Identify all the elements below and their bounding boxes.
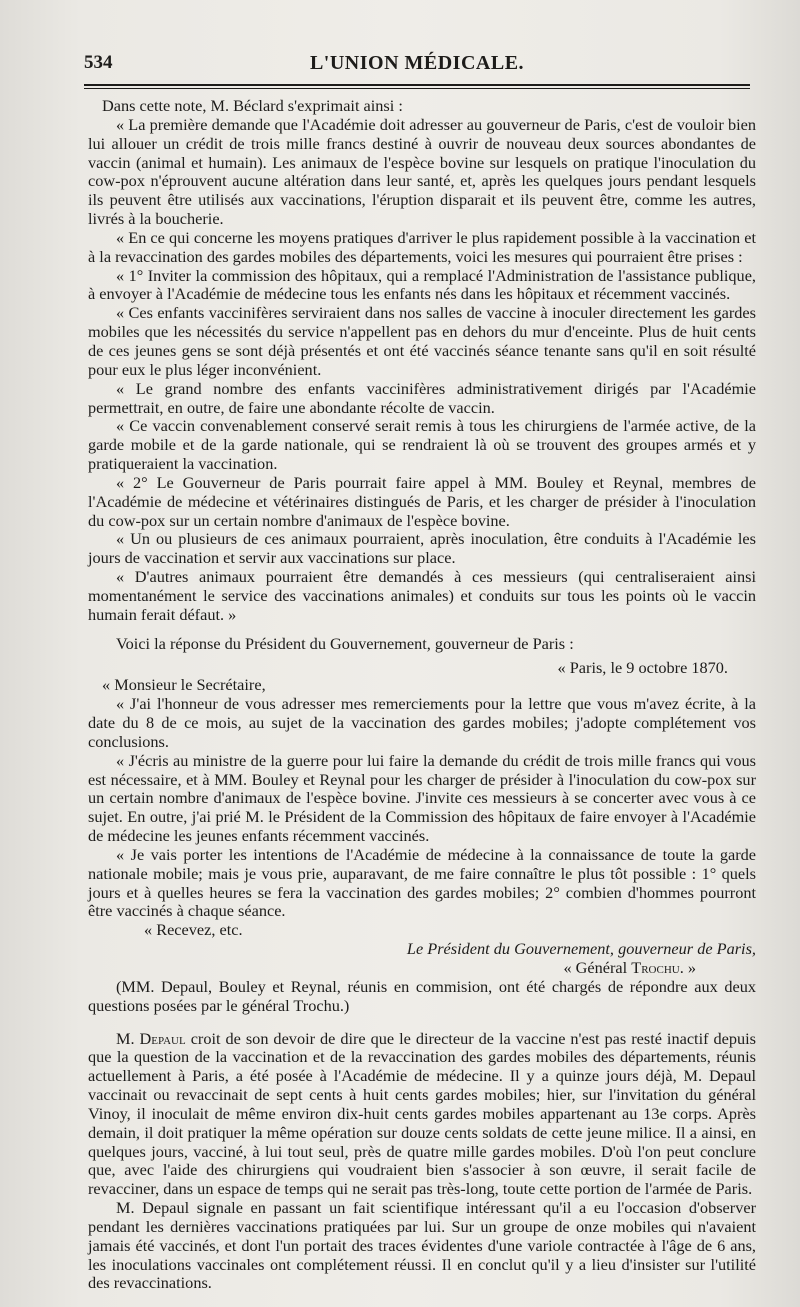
paragraph: « Un ou plusieurs de ces animaux pourraient, après inoculation, être conduits à l'Académie les jours de vaccination et servir aux vaccinations sur place. <box>88 529 756 568</box>
speaker-name: M. Depaul <box>116 1028 186 1048</box>
paragraph: Voici la réponse du Président du Gouvernement, gouverneur de Paris : <box>116 633 574 653</box>
signature-surname: Trochu <box>631 957 680 977</box>
paragraph: « J'ai l'honneur de vous adresser mes remerciements pour la lettre que vous m'avez écrite, à la date du 8 de ce mois, au sujet de la vaccination des gardes mobiles; j'adopte complétement vos conclusions. <box>88 694 756 751</box>
article-body <box>88 97 756 1293</box>
paragraph: (MM. Depaul, Bouley et Reynal, réunis en commision, ont été chargés de répondre aux deux questions posées par le général Trochu.) <box>88 976 756 1015</box>
paragraph: « En ce qui concerne les moyens pratiques d'arriver le plus rapidement possible à la vaccination et à la revaccination des gardes mobiles des départements, voici les mesures qui pourraient être prises : <box>88 227 756 266</box>
paragraph: Dans cette note, M. Béclard s'exprimait ainsi : <box>102 96 403 115</box>
running-header <box>84 48 750 80</box>
header-rule-thin <box>84 88 750 89</box>
signature-name: « Général Trochu. » <box>563 957 696 977</box>
paragraph: « Je vais porter les intentions de l'Académie de médecine à la connaissance de toute la garde nationale mobile; mais je vous prie, auparavant, de me faire connaître le plus tôt possible : 1° quels jours et à quelles heures se fera la vaccination des gardes mobiles; 2° combien d'hommes pourront être vaccinés à chaque séance. <box>88 844 756 921</box>
letter-closing: « Recevez, etc. <box>144 920 243 940</box>
signature-title: Le Président du Gouvernement, gouverneur de Paris, <box>406 939 756 959</box>
paragraph: « Le grand nombre des enfants vaccinifères administrativement dirigés par l'Académie permettrait, en outre, de faire une abondante récolte de vaccin. <box>88 378 756 417</box>
paragraph: « 2° Le Gouverneur de Paris pourrait faire appel à MM. Bouley et Reynal, membres de l'Académie de médecine et vétérinaires distingués de Paris, et les charger de présider à l'inoculation du cow-pox sur un certain nombre d'animaux de l'espèce bovine. <box>88 472 756 530</box>
header-rule <box>84 84 750 86</box>
paragraph: M. Depaul croit de son devoir de dire que le directeur de la vaccine n'est pas resté inactif depuis que la question de la vaccination et de la revaccination des gardes mobiles des départements, réunis actuellement à Paris, a été posée à l'Académie de médecine. Il y a quinze jours déjà, M. Depaul vaccinait ou revaccinait de sept cents à huit cents gardes mobiles; hier, sur l'invitation du général Vinoy, il inoculait de même environ dix-huit cents gardes mobiles appartenant au 13e corps. Après demain, il doit pratiquer la même opération sur douze cents soldats de cette jeune milice. Il a ainsi, en quelques jours, vacciné, à lui tout seul, près de quatre mille gardes mobiles. D'où l'on peut conclure que, avec l'aide des chirurgiens qui voudraient bien s'associer à son œuvre, il serait facile de revacciner, dans un espace de temps qui ne serait pas très-long, toute cette portion de l'armée de Paris. <box>88 1028 756 1199</box>
paragraph: « Ce vaccin convenablement conservé serait remis à tous les chirurgiens de l'armée active, de la garde mobile et de la garde nationale, qui se rendraient là où se trouvent des groupes armés et y pratiqueraient la vaccination. <box>88 416 756 474</box>
paragraph: « La première demande que l'Académie doit adresser au gouverneur de Paris, c'est de vouloir bien lui allouer un crédit de trois mille francs destiné à ouvrir de nouveau deux sources abondantes de vaccin (animal et humain). Les animaux de l'espèce bovine sur lesquels on pratique l'inoculation du cow-pox n'éprouvent aucune altération dans leur santé, et, après les quelques jours pendant lesquels ils peuvent être utilisés aux vaccinations, l'éruption disparait et ils peuvent être, comme les autres, livrés à la boucherie. <box>88 114 756 229</box>
paragraph: « D'autres animaux pourraient être demandés à ces messieurs (qui centraliseraient ainsi momentanément le service des vaccinations animales) et conduits sur tous les points où le vaccin humain ferait défaut. » <box>88 567 756 624</box>
running-title: L'UNION MÉDICALE. <box>309 52 525 74</box>
paragraph: « Ces enfants vaccinifères serviraient dans nos salles de vaccine à inoculer directement les gardes mobiles que les nécessités du service n'appellent pas en dehors du mur d'enceinte. Plus de huit cents de ces jeunes gens se sont déjà présentés et ont été vaccinés séance tenante sans qu'il en soit résulté pour eux le plus léger inconvénient. <box>88 303 756 379</box>
letter-salutation: « Monsieur le Secrétaire, <box>102 675 266 695</box>
page-number: 534 <box>84 52 113 73</box>
paragraph: « 1° Inviter la commission des hôpitaux, qui a remplacé l'Administration de l'assistance publique, à envoyer à l'Académie de médecine tous les enfants nés dans les hôpitaux et récemment vaccinés. <box>88 265 756 304</box>
paragraph: M. Depaul signale en passant un fait scientifique intéressant qu'il a eu l'occasion d'observer pendant les dernières vaccinations pratiquées par lui. Sur un groupe de onze mobiles qui n'avaient jamais été vaccinés, et dont l'un portait des traces évidentes d'une variole contractée à l'âge de 6 ans, les inoculations vaccinales ont complétement réussi. Il en conclut qu'il y a lieu d'insister sur l'utilité des revaccinations. <box>88 1198 756 1293</box>
paragraph: « J'écris au ministre de la guerre pour lui faire la demande du crédit de trois mille francs qui vous est nécessaire, et à MM. Bouley et Reynal pour les charger de présider à l'inoculation du cow-pox sur un certain nombre d'animaux de l'espèce bovine. J'invite ces messieurs à se concerter avec vous à ce sujet. En outre, j'ai prié M. le Président de la Commission des hôpitaux de faire envoyer à l'Académie de médecine les jeunes enfants récemment vaccinés. <box>88 750 756 846</box>
letter-dateline: « Paris, le 9 octobre 1870. <box>557 658 728 678</box>
